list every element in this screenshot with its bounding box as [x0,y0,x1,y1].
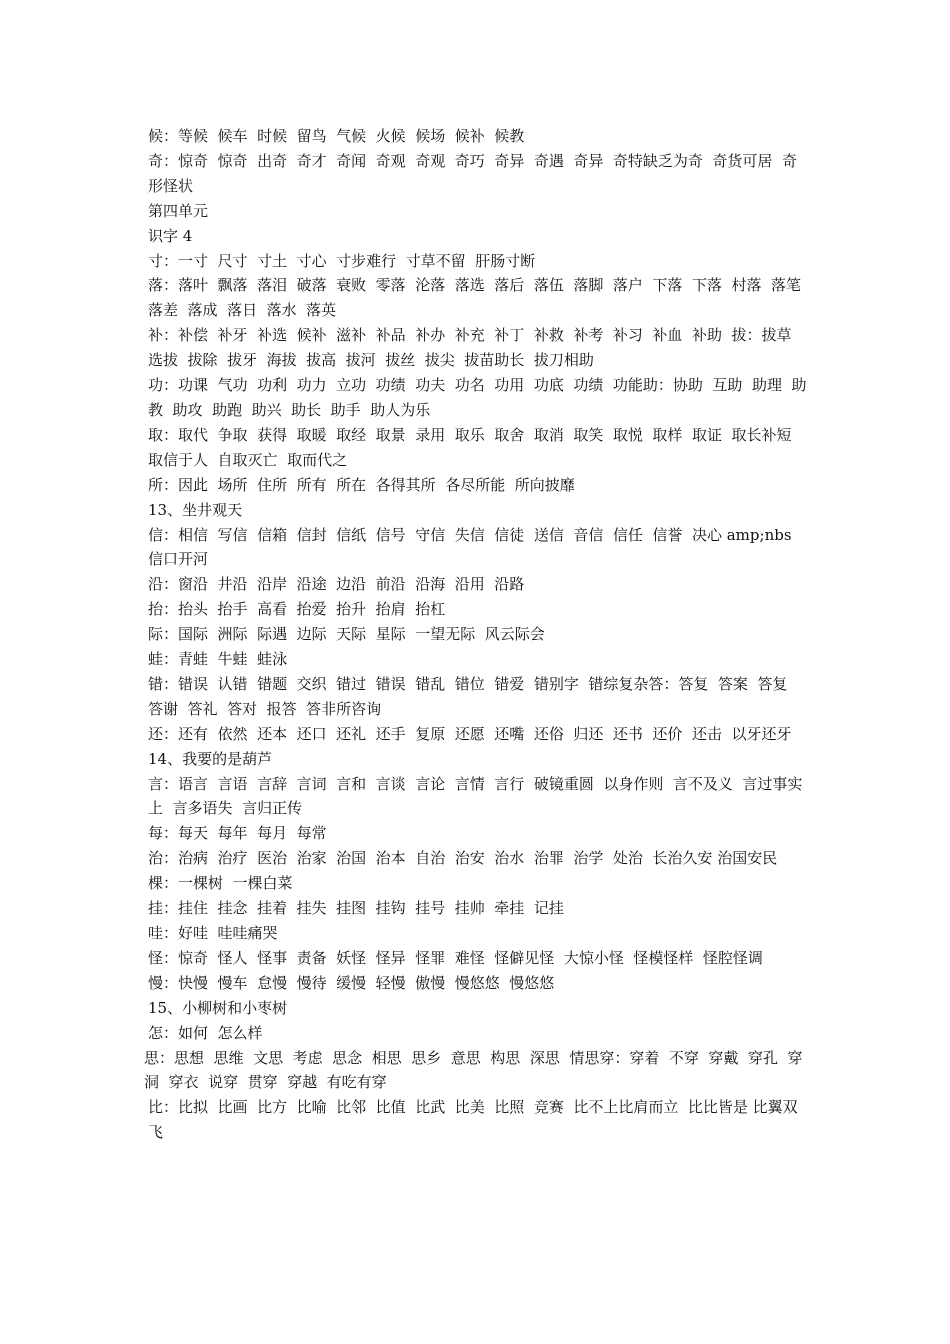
document-line: 治：治病 治疗 医治 治家 治国 治本 自治 治安 治水 治罪 治学 处治 长治久安 治国安民 [148,849,778,868]
document-line: 寸：一寸 尺寸 寸土 寸心 寸步难行 寸草不留 肝肠寸断 [148,251,536,270]
document-line: 言：语言 言语 言辞 言词 言和 言谈 言论 言情 言行 破镜重圆 以身作则 言不及义 言过事实上 言多语失 言归正传 [148,774,803,818]
document-line: 识字 4 [148,226,193,245]
document-line: 际：国际 洲际 际遇 边际 天际 星际 一望无际 风云际会 [148,625,545,644]
document-line: 奇：惊奇 惊奇 出奇 奇才 奇闻 奇观 奇观 奇巧 奇异 奇遇 奇异 奇特缺乏为奇 奇货可居 奇形怪状 [148,151,797,195]
document-page [144,124,810,1145]
document-line: 错：错误 认错 错题 交织 错过 错误 错乱 错位 错爱 错别字 错综复杂答：答复 答案 答复 答谢 答礼 答对 报答 答非所咨询 [148,674,797,718]
document-line: 信：相信 写信 信箱 信封 信纸 信号 守信 失信 信徒 送信 音信 信任 信誉 决心 amp;nbs 信口开河 [148,525,802,569]
document-line: 比：比拟 比画 比方 比喻 比邻 比值 比武 比美 比照 竞赛 比不上比肩而立 比比皆是 比翼双飞 [148,1098,798,1142]
document-line: 补：补偿 补牙 补选 候补 滋补 补品 补办 补充 补丁 补救 补考 补习 补血 补助 拔：拔草 选拔 拔除 拔牙 海拔 拔高 拔河 拔丝 拔尖 拔苗助长 拔刀相助 [148,326,802,370]
document-line: 14、我要的是葫芦 [148,749,273,768]
document-line: 15、小柳树和小枣树 [148,998,288,1017]
document-line: 挂：挂住 挂念 挂着 挂失 挂图 挂钩 挂号 挂帅 牵挂 记挂 [148,899,564,918]
document-line: 所：因此 场所 住所 所有 所在 各得其所 各尽所能 所向披靡 [148,475,575,494]
document-line: 还：还有 依然 还本 还口 还礼 还手 复原 还愿 还嘴 还俗 归还 还书 还价 还击 以牙还牙 [148,724,792,743]
document-line: 每：每天 每年 每月 每常 [148,824,327,843]
document-line: 怎：如何 怎么样 [148,1023,263,1042]
document-line: 蛙：青蛙 牛蛙 蛙泳 [148,650,288,669]
document-line: 沿：窗沿 井沿 沿岸 沿途 边沿 前沿 沿海 沿用 沿路 [148,575,525,594]
document-line: 13、坐井观天 [148,500,243,519]
document-line: 怪：惊奇 怪人 怪事 责备 妖怪 怪异 怪罪 难怪 怪僻见怪 大惊小怪 怪模怪样 怪腔怪调 [148,948,763,967]
document-line: 哇：好哇 哇哇痛哭 [148,924,278,942]
document-line: 第四单元 [148,201,209,220]
document-line: 取：取代 争取 获得 取暖 取经 取景 录用 取乐 取舍 取消 取笑 取悦 取样 取证 取长补短 取信于人 自取灭亡 取而代之 [148,425,802,469]
document-line: 落：落叶 飘落 落泪 破落 衰败 零落 沦落 落选 落后 落伍 落脚 落户 下落 下落 村落 落笔 落差 落成 落日 落水 落英 [148,276,811,320]
document-line: 抬：抬头 抬手 高看 抬爱 抬升 抬肩 抬杠 [148,600,446,619]
document-line: 功：功课 气功 功利 功力 立功 功绩 功夫 功名 功用 功底 功绩 功能助：协助 互助 助理 助教 助攻 助跑 助兴 助长 助手 助人为乐 [148,376,807,419]
document-line: 慢：快慢 慢车 怠慢 慢待 缓慢 轻慢 傲慢 慢悠悠 慢悠悠 [148,973,555,992]
document-line: 候：等候 候车 时候 留鸟 气候 火候 候场 候补 候教 [148,127,525,145]
document-line: 思：思想 思维 文思 考虑 思念 相思 思乡 意思 构思 深思 情思穿：穿着 不穿 穿戴 穿孔 穿洞 穿衣 说穿 贯穿 穿越 有吃有穿 [144,1048,803,1092]
document-line: 棵：一棵树 一棵白菜 [148,874,293,893]
